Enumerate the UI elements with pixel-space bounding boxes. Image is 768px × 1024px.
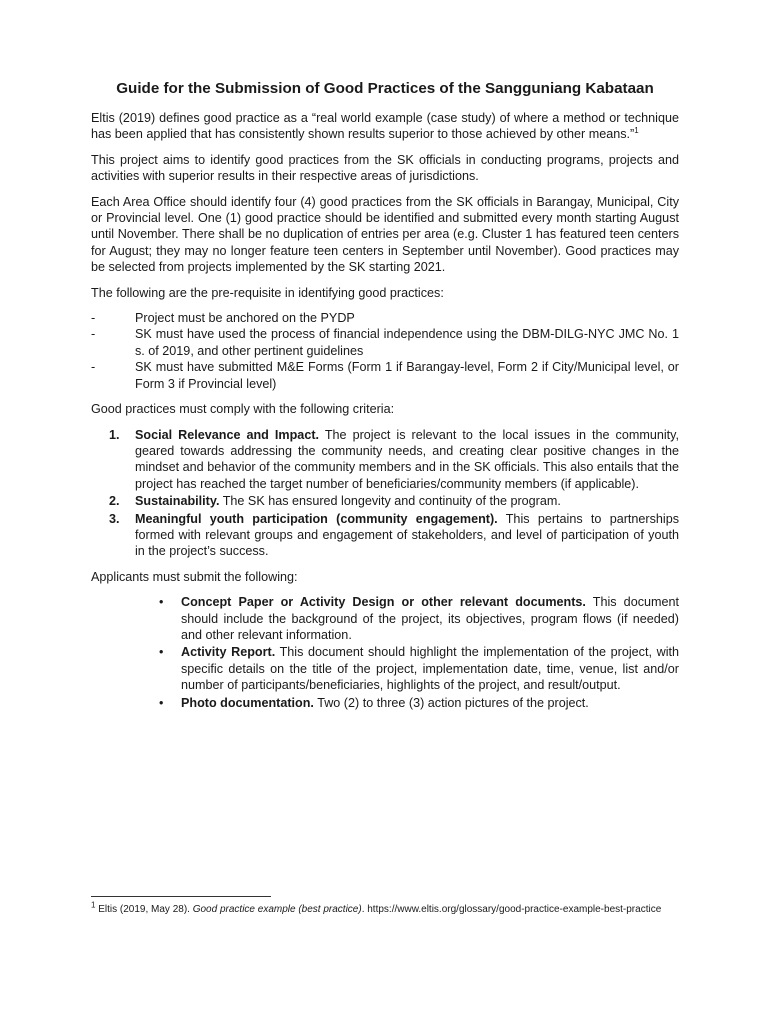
aim-paragraph: This project aims to identify good practices from the SK officials in conducting programs, projects and activities with superior results in their respective areas of jurisdictions. xyxy=(91,152,679,184)
list-item xyxy=(91,644,679,693)
criterion-heading: Social Relevance and Impact. xyxy=(135,427,320,442)
criterion-heading: Sustainability. xyxy=(135,494,220,509)
list-item xyxy=(91,427,679,493)
list-item xyxy=(91,511,679,560)
bullet-marker: • xyxy=(159,645,164,660)
list-item xyxy=(91,310,679,326)
prereq-text: SK must have submitted M&E Forms (Form 1 if Barangay-level, Form 2 if City/Municipal level, or Form 3 if Provincial level) xyxy=(135,360,679,391)
dash-marker: - xyxy=(91,327,96,342)
submission-text: This document should include the background of the project, its objectives, program flows (if needed) and other relevant information. xyxy=(181,595,679,642)
prereq-text: Project must be anchored on the PYDP xyxy=(135,311,355,326)
bullet-marker: • xyxy=(159,595,164,610)
list-item xyxy=(91,359,679,392)
footnote-divider xyxy=(91,896,271,897)
intro-paragraph xyxy=(91,110,679,143)
list-item xyxy=(91,326,679,359)
criterion-text: The project is relevant to the local issues in the community, geared towards addressing the community needs, and creating clear positive changes in the mindset and behavior of the community members and in the SK officials. This also entails that the project has reached the target number of beneficiaries/community members (if applicable). xyxy=(135,427,679,491)
footnote xyxy=(91,900,681,917)
submission-list xyxy=(91,594,679,711)
intro-text: Eltis (2019) defines good practice as a “real world example (case study) of where a method or technique has been applied that has consistently shown results superior to those achieved by other means.” xyxy=(91,111,679,142)
submission-heading: Concept Paper or Activity Design or other relevant documents. xyxy=(181,595,586,610)
submission-text: Two (2) to three (3) action pictures of the project. xyxy=(313,695,589,710)
bullet-marker: • xyxy=(159,695,164,710)
submit-intro: Applicants must submit the following: xyxy=(91,569,298,584)
prereq-list xyxy=(91,310,679,392)
criteria-list xyxy=(91,427,679,560)
criterion-text: This pertains to partnerships formed with relevant groups and engagement of stakeholders, and level of participation of youth in the project’s success. xyxy=(135,511,679,559)
submission-heading: Photo documentation. xyxy=(181,695,314,710)
document-body xyxy=(91,78,679,712)
submission-heading: Activity Report. xyxy=(181,645,276,660)
criterion-heading: Meaningful youth participation (community engagement). xyxy=(135,511,498,526)
list-item xyxy=(91,695,679,711)
footnote-source: Eltis (2019, May 28). xyxy=(95,904,193,915)
area-paragraph: Each Area Office should identify four (4) good practices from the SK officials in Barangay, Municipal, City or Provincial level. One (1) good practice should be identified and submitted every month starting August until November. There shall be no duplication of entries per area (e.g. Cluster 1 has featured teen centers for August; they may no longer feature teen centers in September until November). Good practices may be selected from projects implemented by the SK starting 2021. xyxy=(91,194,679,275)
list-item xyxy=(91,493,679,509)
criterion-text: The SK has ensured longevity and continuity of the program. xyxy=(219,494,561,509)
item-number: 2. xyxy=(109,494,120,509)
item-number: 1. xyxy=(109,427,120,442)
footnote-ref: 1 xyxy=(634,126,639,136)
criteria-intro: Good practices must comply with the following criteria: xyxy=(91,402,395,417)
item-number: 3. xyxy=(109,511,120,526)
footnote-url[interactable]: . https://www.eltis.org/glossary/good-practice-example-best-practice xyxy=(361,904,662,915)
footnote-number: 1 xyxy=(91,900,96,910)
dash-marker: - xyxy=(91,311,96,326)
footnote-title: Good practice example (best practice) xyxy=(192,904,362,915)
dash-marker: - xyxy=(91,360,96,375)
submission-text: This document should highlight the implementation of the project, with specific details on the title of the project, implementation date, time, venue, list and/or number of participants/beneficiaries, highlights of the project, and result/output. xyxy=(181,645,679,693)
list-item xyxy=(91,594,679,643)
prereq-text: SK must have used the process of financial independence using the DBM-DILG-NYC JMC No. 1 s. of 2019, and other pertinent guidelines xyxy=(135,327,679,358)
document-title: Guide for the Submission of Good Practices of the Sangguniang Kabataan xyxy=(116,80,654,97)
prereq-intro: The following are the pre-requisite in identifying good practices: xyxy=(91,285,444,300)
